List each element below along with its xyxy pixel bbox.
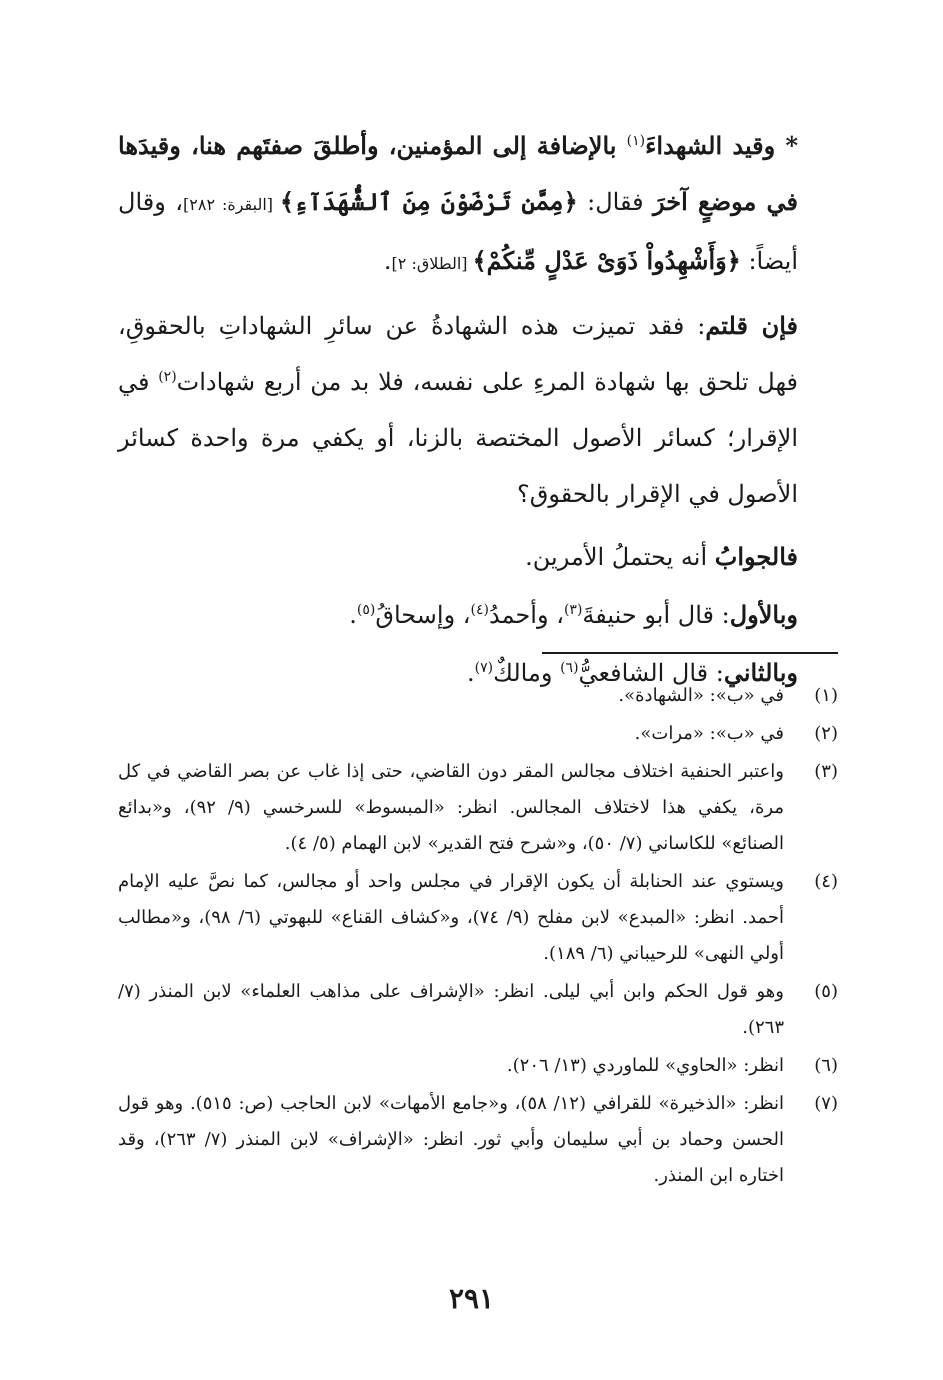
page-number: ٢٩١ xyxy=(448,1282,495,1315)
star-marker: * xyxy=(775,131,799,160)
verse-reference-1: [البقرة: ٢٨٢] xyxy=(183,195,280,214)
paragraph-text: ، وقال أيضاً: xyxy=(118,188,798,275)
paragraph-text: أنه يحتملُ الأمرين. xyxy=(525,543,715,571)
page-body xyxy=(118,118,838,1186)
paragraph-text: ، وأحمدُ xyxy=(489,601,564,629)
footnote-ref-6: (٦) xyxy=(560,660,579,676)
footnote-text: انظر: «الحاوي» للماوردي (١٣/ ٢٠٦). xyxy=(506,1055,784,1076)
paragraph-end: . xyxy=(383,247,392,275)
paragraph-text: : قال الشافعيُّ xyxy=(578,659,724,687)
footnote-number: (٢) xyxy=(814,723,838,744)
footnote-item xyxy=(118,974,838,1046)
footnote-divider xyxy=(542,652,838,654)
footnotes xyxy=(118,678,838,1196)
footnote-ref-4: (٤) xyxy=(470,602,489,618)
paragraph-lead: فالجوابُ xyxy=(714,542,798,571)
footnote-ref-2: (٢) xyxy=(158,369,177,385)
paragraph-text: : قال أبو حنيفةَ xyxy=(582,601,730,629)
footnote-text: ويستوي عند الحنابلة أن يكون الإقرار في مجلس واحد أو مجالس، كما نصَّ عليه الإمام أحمد. انظر: «المبدع» لابن مفلح (٩/ ٧٤)، و«كشاف القناع» للبهوتي (٦/ ٩٨)، و«مطالب أولي النهى» للرحيباني (٦/ ١٨٩). xyxy=(118,871,784,964)
footnote-item xyxy=(118,864,838,972)
paragraph-lead: وقيد الشهداءَ xyxy=(645,131,776,160)
paragraph-witnesses xyxy=(118,118,838,292)
footnote-number: (٥) xyxy=(814,981,838,1002)
footnote-number: (٧) xyxy=(814,1093,838,1114)
paragraph-lead: وبالثاني xyxy=(723,658,798,687)
paragraph-end: . xyxy=(467,659,475,687)
footnote-item xyxy=(118,1048,838,1084)
paragraph-text: ومالكٌ xyxy=(493,659,561,687)
footnote-number: (١) xyxy=(814,685,838,706)
paragraph-text: : فقد تميزت هذه الشهادةُ عن سائرِ الشهاداتِ بالحقوقِ، فهل تلحق بها شهادة المرءِ على نفسه، فلا بد من أربع شهادات xyxy=(118,312,799,396)
paragraph-bold-text: بالإضافة إلى المؤمنين، وأطلقَ صفتَهم هنا، وقيدَها في موضعٍ آخرَ xyxy=(118,131,799,216)
footnote-ref-3: (٣) xyxy=(563,602,583,618)
footnote-ref-7: (٧) xyxy=(474,660,494,676)
footnote-text: واعتبر الحنفية اختلاف مجالس المقر دون القاضي، حتى إذا غاب عن بصر القاضي في كل مرة، يكفي هذا لاختلاف المجالس. انظر: «المبسوط» للسرخسي (٩/ ٩٢)، و«بدائع الصنائع» للكاساني (٧/ ٥٠)، و«شرح فتح القدير» لابن الهمام (٥/ ٤). xyxy=(118,761,784,854)
quran-verse-2: ﴿وَأَشْهِدُواْ ذَوَىْ عَدْلٍ مِّنكُمْ﴾ xyxy=(472,246,741,275)
paragraph-end: . xyxy=(349,601,357,629)
footnote-number: (٦) xyxy=(814,1055,838,1076)
footnote-ref-1: (١) xyxy=(626,133,646,149)
footnote-text: في «ب»: «الشهادة». xyxy=(618,685,784,706)
footnote-text: وهو قول الحكم وابن أبي ليلى. انظر: «الإشراف على مذاهب العلماء» لابن المنذر (٧/ ٢٦٣). xyxy=(118,981,784,1038)
footnote-ref-5: (٥) xyxy=(356,602,376,618)
footnote-item xyxy=(118,1086,838,1194)
footnote-item xyxy=(118,754,838,862)
main-text xyxy=(118,118,838,702)
verse-reference-2: [الطلاق: ٢] xyxy=(391,254,473,273)
footnote-text: انظر: «الذخيرة» للقرافي (١٢/ ٥٨)، و«جامع الأمهات» لابن الحاجب (ص: ٥١٥). وهو قول الحسن وحماد بن أبي سليمان وأبي ثور. انظر: «الإشراف» لابن المنذر (٧/ ٢٦٣)، وقد اختاره ابن المنذر. xyxy=(118,1093,784,1186)
paragraph-text: في الإقرار؛ كسائر الأصول المختصة بالزنا، أو يكفي مرة واحدة كسائر الأصول في الإقرار بالحقوق؟ xyxy=(118,368,798,508)
quran-verse-1: ﴿مِمَّن تَرْضَوْنَ مِنَ ٱلشُّهَدَآءِ﴾ xyxy=(279,187,578,216)
paragraph-answer xyxy=(118,528,838,586)
footnote-item xyxy=(118,716,838,752)
footnote-item xyxy=(118,678,838,714)
paragraph-lead: فإن قلتم xyxy=(705,311,798,340)
paragraph-text: ، وإسحاقُ xyxy=(375,601,471,629)
paragraph-text: فقال: xyxy=(577,188,654,216)
paragraph-lead: وبالأول xyxy=(729,600,798,629)
footnote-number: (٤) xyxy=(814,871,838,892)
paragraph-question xyxy=(118,298,838,522)
footnote-text: في «ب»: «مرات». xyxy=(634,723,784,744)
footnote-number: (٣) xyxy=(814,761,838,782)
paragraph-first-view xyxy=(118,586,838,644)
